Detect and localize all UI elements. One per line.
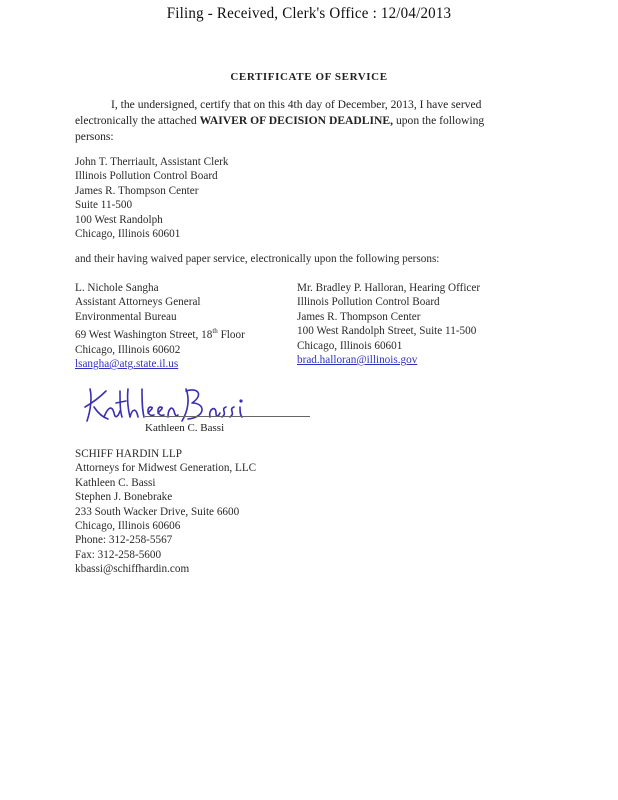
- filing-stamp: Filing - Received, Clerk's Office : 12/04/2013: [166, 5, 452, 23]
- address-line: 100 West Randolph: [75, 213, 163, 226]
- certification-text-before: I, the undersigned, certify that on this 4th day of December, 2013, I have served electronically the attached: [75, 98, 482, 127]
- handwritten-signature: [82, 383, 252, 427]
- address-line: Assistant Attorneys General: [75, 296, 201, 309]
- address-line: Mr. Bradley P. Halloran, Hearing Officer: [297, 282, 481, 294]
- document-title-bold: WAIVER OF DECISION DEADLINE,: [199, 114, 394, 127]
- address-line: 233 South Wacker Drive, Suite 6600: [75, 505, 240, 518]
- address-line: Illinois Pollution Control Board: [297, 296, 440, 309]
- email-line: kbassi@schiffhardin.com: [75, 563, 190, 576]
- street-text: 69 West Washington Street, 18: [75, 329, 213, 342]
- certification-text-after: upon the following persons:: [75, 114, 485, 143]
- address-line: [75, 324, 245, 342]
- sender-block: [75, 447, 256, 577]
- address-line: Stephen J. Bonebrake: [75, 491, 173, 504]
- address-line: John T. Therriault, Assistant Clerk: [75, 156, 229, 168]
- address-line: Chicago, Illinois 60602: [75, 343, 181, 356]
- street-floor: Floor: [217, 329, 245, 342]
- address-line: Suite 11-500: [75, 199, 133, 212]
- address-line: SCHIFF HARDIN LLP: [75, 448, 182, 460]
- email-link-halloran[interactable]: brad.halloran@illinois.gov: [297, 354, 418, 367]
- address-line: Illinois Pollution Control Board: [75, 170, 218, 183]
- address-line: Chicago, Illinois 60606: [75, 520, 181, 533]
- address-line: Chicago, Illinois 60601: [297, 339, 403, 352]
- address-line: L. Nichole Sangha: [75, 282, 159, 294]
- primary-recipient-block: [75, 155, 229, 241]
- signer-name: Kathleen C. Bassi: [145, 422, 225, 434]
- phone-line: Phone: 312-258-5567: [75, 534, 173, 547]
- address-line: 100 West Randolph Street, Suite 11-500: [297, 325, 477, 338]
- address-line: Kathleen C. Bassi: [75, 476, 156, 489]
- address-line: Attorneys for Midwest Generation, LLC: [75, 462, 257, 475]
- email-link-sangha[interactable]: lsangha@atg.state.il.us: [75, 358, 179, 371]
- address-line: Chicago, Illinois 60601: [75, 228, 181, 241]
- fax-line: Fax: 312-258-5600: [75, 548, 162, 561]
- right-recipient-block: [297, 281, 480, 367]
- address-line: James R. Thompson Center: [75, 184, 199, 197]
- left-recipient-block: [75, 281, 245, 371]
- address-line: James R. Thompson Center: [297, 310, 421, 323]
- address-line: Environmental Bureau: [75, 310, 177, 323]
- certification-paragraph: [75, 97, 515, 145]
- ordinal-suffix: th: [212, 327, 218, 336]
- certificate-title: CERTIFICATE OF SERVICE: [230, 71, 388, 83]
- waived-service-intro: and their having waived paper service, electronically upon the following persons:: [75, 253, 440, 265]
- signature-line: [145, 416, 310, 417]
